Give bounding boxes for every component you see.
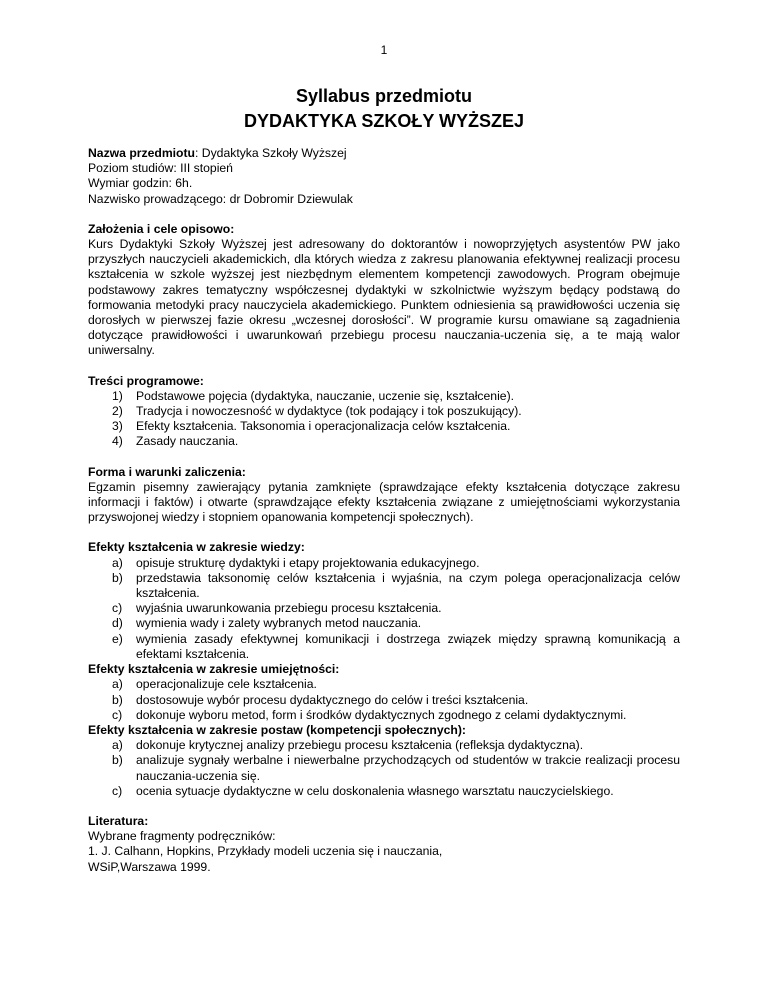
- effects-knowledge-section: [88, 540, 680, 662]
- literature-intro: Wybrane fragmenty podręczników:: [88, 829, 276, 844]
- list-item-text: ocenia sytuacje dydaktyczne w celu doskonalenia własnego warsztatu nauczycielskiego.: [136, 783, 614, 798]
- effects-skills-section: [88, 662, 680, 723]
- lecturer-name: Nazwisko prowadzącego: dr Dobromir Dziewulak: [88, 191, 353, 206]
- list-item: [88, 419, 680, 434]
- list-item: [88, 738, 680, 753]
- list-marker: c): [112, 783, 123, 798]
- list-marker: a): [112, 555, 123, 570]
- list-item-text: wymienia wady i zalety wybranych metod nauczania.: [136, 616, 422, 631]
- list-marker: 4): [112, 434, 123, 449]
- list-item-text: dokonuje wyboru metod, form i środków dydaktycznych zgodnego z celami dydaktycznymi.: [136, 707, 627, 722]
- list-marker: 1): [112, 388, 123, 403]
- literature-heading: Literatura:: [88, 813, 149, 828]
- list-item-text: wymienia zasady efektywnej komunikacji i dostrzega związek między sprawną komunikacją a efektami kształcenia.: [136, 631, 680, 661]
- course-name-value: : Dydaktyka Szkoły Wyższej: [195, 146, 347, 160]
- study-level: Poziom studiów: III stopień: [88, 161, 233, 176]
- list-marker: b): [112, 692, 123, 707]
- page-number: 1: [380, 43, 388, 57]
- effects-knowledge-heading: Efekty kształcenia w zakresie wiedzy:: [88, 540, 305, 555]
- list-item-text: dokonuje krytycznej analizy przebiegu procesu kształcenia (refleksja dydaktyczna).: [136, 738, 584, 753]
- program-heading: Treści programowe:: [88, 373, 204, 388]
- list-marker: d): [112, 616, 123, 631]
- list-marker: c): [112, 601, 123, 616]
- list-item-text: Podstawowe pojęcia (dydaktyka, nauczanie, uczenie się, kształcenie).: [136, 388, 515, 403]
- list-marker: a): [112, 677, 123, 692]
- effects-attitudes-section: [88, 723, 680, 799]
- list-item: [88, 693, 680, 708]
- effects-attitudes-heading: Efekty kształcenia w zakresie postaw (kompetencji społecznych):: [88, 722, 466, 737]
- list-item: [88, 677, 680, 692]
- form-heading: Forma i warunki zaliczenia:: [88, 464, 246, 479]
- list-item: [88, 571, 680, 601]
- list-item: [88, 708, 680, 723]
- title-line-1: Syllabus przedmiotu: [295, 86, 473, 106]
- list-marker: b): [112, 570, 123, 585]
- literature-entry-line-1: 1. J. Calhann, Hopkins, Przykłady modeli uczenia się i nauczania,: [88, 844, 443, 859]
- literature-entry-line-2: WSiP,Warszawa 1999.: [88, 859, 211, 874]
- list-item: [88, 389, 680, 404]
- form-section: [88, 465, 680, 526]
- list-marker: 2): [112, 404, 123, 419]
- document-title: [0, 84, 768, 134]
- list-marker: a): [112, 738, 123, 753]
- form-text: Egzamin pisemny zawierający pytania zamknięte (sprawdzające efekty kształcenia dotyczące zakresu informacji i faktów) i otwarte (sprawdzające efekty kształcenia związane z umiejętnościami wykorzystania przyswojonej wiedzy i stopniem opanowania kompetencji społecznych).: [88, 479, 680, 525]
- list-item: [88, 404, 680, 419]
- list-item-text: dostosowuje wybór procesu dydaktycznego do celów i treści kształcenia.: [136, 692, 529, 707]
- goals-section: [88, 222, 680, 359]
- list-item-text: Tradycja i nowoczesność w dydaktyce (tok podający i tok poszukujący).: [136, 404, 522, 419]
- list-item-text: operacjonalizuje cele kształcenia.: [136, 677, 317, 692]
- effects-skills-list: [88, 677, 680, 723]
- program-section: [88, 374, 680, 450]
- list-item: [88, 753, 680, 783]
- list-item: [88, 616, 680, 631]
- list-item-text: wyjaśnia uwarunkowania przebiegu procesu kształcenia.: [136, 601, 442, 616]
- program-list: [88, 389, 680, 450]
- list-marker: e): [112, 631, 123, 646]
- title-line-2: DYDAKTYKA SZKOŁY WYŻSZEJ: [243, 111, 525, 131]
- list-item: [88, 434, 680, 449]
- document-body: [88, 146, 680, 875]
- course-name-line: [88, 146, 680, 161]
- course-info: [88, 146, 680, 207]
- list-item: [88, 784, 680, 799]
- goals-text: Kurs Dydaktyki Szkoły Wyższej jest adresowany do doktorantów i nowoprzyjętych asystentów PW jako przyszłych nauczycieli akademickich, dla których wiedza z zakresu planowania efektywnej realizacji procesu kształcenia w szkole wyższej jest niezbędnym elementem kompetencji zawodowych. Program obejmuje podstawowy zakres tematyczny współczesnej dydaktyki w szkolnictwie wyższym będący podstawą do formowania metodyki pracy nauczyciela akademickiego. Punktem odniesienia są prawidłowości uczenia się dorosłych w pierwszej fazie okresu „wczesnej dorosłości”. W programie kursu omawiane są zagadnienia dotyczące prawidłowości i uwarunkowań przebiegu procesu nauczania-uczenia się, a te mają walor uniwersalny.: [88, 237, 680, 358]
- goals-heading: Założenia i cele opisowo:: [88, 221, 235, 236]
- list-item: [88, 556, 680, 571]
- list-item: [88, 601, 680, 616]
- effects-attitudes-list: [88, 738, 680, 799]
- effects-skills-heading: Efekty kształcenia w zakresie umiejętności:: [88, 662, 340, 677]
- list-marker: 3): [112, 419, 123, 434]
- literature-section: [88, 814, 680, 875]
- course-name-label: Nazwa przedmiotu: [88, 146, 195, 160]
- list-item: [88, 632, 680, 662]
- list-item-text: analizuje sygnały werbalne i niewerbalne przychodzących od studentów w trakcie realizacji procesu nauczania-uczenia się.: [136, 753, 680, 783]
- list-marker: b): [112, 753, 123, 768]
- hours: Wymiar godzin: 6h.: [88, 176, 193, 191]
- list-item-text: opisuje strukturę dydaktyki i etapy projektowania edukacyjnego.: [136, 555, 480, 570]
- list-item-text: przedstawia taksonomię celów kształcenia i wyjaśnia, na czym polega operacjonalizacja celów kształcenia.: [136, 570, 680, 601]
- list-item-text: Efekty kształcenia. Taksonomia i operacjonalizacja celów kształcenia.: [136, 419, 511, 434]
- list-marker: c): [112, 707, 123, 722]
- effects-knowledge-list: [88, 556, 680, 662]
- list-item-text: Zasady nauczania.: [136, 434, 239, 449]
